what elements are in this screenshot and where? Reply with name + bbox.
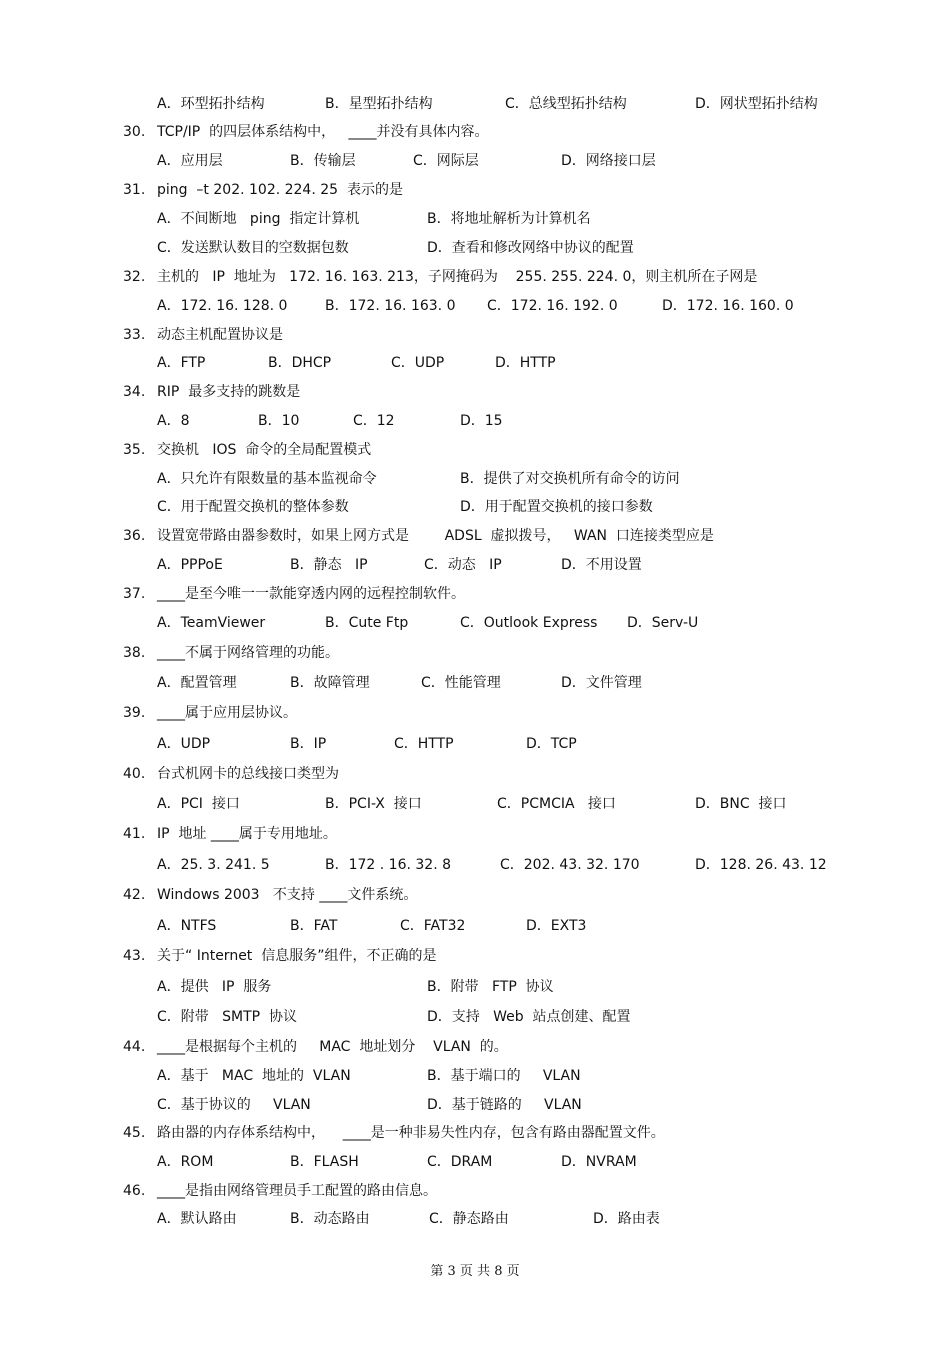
text-line <box>0 855 950 877</box>
answer-option: D．基于链路的 VLAN <box>427 1097 582 1113</box>
question-number: 32. <box>123 269 146 285</box>
question-text: TCP/IP 的四层体系结构中， ____并没有具体内容。 <box>157 124 489 140</box>
answer-option: A．基于 MAC 地址的 VLAN <box>157 1068 351 1084</box>
answer-option: C．202. 43. 32. 170 <box>500 857 640 873</box>
question-number: 46. <box>123 1183 146 1199</box>
answer-option: B．传输层 <box>290 153 356 169</box>
text-line <box>0 673 950 695</box>
text-line <box>0 1095 950 1117</box>
answer-option: D．NVRAM <box>561 1154 637 1170</box>
text-line <box>0 1123 950 1145</box>
text-line <box>0 703 950 725</box>
question-text: RIP 最多支持的跳数是 <box>157 384 301 400</box>
question-number: 42. <box>123 887 146 903</box>
text-line <box>0 94 950 116</box>
answer-option: A．UDP <box>157 736 211 752</box>
page-footer: 第 3 页 共 8 页 <box>430 1264 520 1279</box>
text-line <box>0 977 950 999</box>
question-text: ____是指由网络管理员手工配置的路由信息。 <box>157 1183 437 1199</box>
answer-option: B．Cute Ftp <box>325 615 409 631</box>
question-text: 关于“ Internet 信息服务”组件，不正确的是 <box>157 948 437 964</box>
answer-option: A．PPPoE <box>157 557 223 573</box>
answer-option: D．EXT3 <box>526 918 587 934</box>
text-line <box>0 497 950 519</box>
answer-option: C．172. 16. 192. 0 <box>487 298 618 314</box>
text-line <box>0 440 950 462</box>
answer-option: C．静态路由 <box>429 1211 509 1227</box>
answer-option: A．NTFS <box>157 918 217 934</box>
answer-option: D．网络接口层 <box>561 153 656 169</box>
text-line <box>0 824 950 846</box>
question-number: 34. <box>123 384 146 400</box>
answer-option: B．静态 IP <box>290 557 368 573</box>
question-number: 41. <box>123 826 146 842</box>
question-text: 台式机网卡的总线接口类型为 <box>157 766 339 782</box>
text-line <box>0 1037 950 1059</box>
answer-option: C．12 <box>353 413 395 429</box>
text-line <box>0 734 950 756</box>
answer-option: A．8 <box>157 413 190 429</box>
text-line <box>0 180 950 202</box>
answer-option: C．性能管理 <box>421 675 501 691</box>
answer-option: A．不间断地 ping 指定计算机 <box>157 211 360 227</box>
answer-option: C．动态 IP <box>424 557 502 573</box>
answer-option: B．FAT <box>290 918 338 934</box>
answer-option: B．FLASH <box>290 1154 359 1170</box>
answer-option: D．用于配置交换机的接口参数 <box>460 499 653 515</box>
answer-option: C．DRAM <box>427 1154 493 1170</box>
question-text: ____不属于网络管理的功能。 <box>157 645 339 661</box>
answer-option: D．TCP <box>526 736 577 752</box>
question-number: 31. <box>123 182 146 198</box>
answer-option: B．172. 16. 163. 0 <box>325 298 456 314</box>
text-line <box>0 267 950 289</box>
text-line <box>0 238 950 260</box>
text-line <box>0 555 950 577</box>
answer-option: B．172 . 16. 32. 8 <box>325 857 452 873</box>
text-line <box>0 584 950 606</box>
text-line <box>0 151 950 173</box>
question-number: 44. <box>123 1039 146 1055</box>
answer-option: B．星型拓扑结构 <box>325 96 433 112</box>
answer-option: A．配置管理 <box>157 675 237 691</box>
text-line <box>0 353 950 375</box>
answer-option: A．应用层 <box>157 153 223 169</box>
answer-option: D．网状型拓扑结构 <box>695 96 818 112</box>
answer-option: C．Outlook Express <box>460 615 598 631</box>
answer-option: C．HTTP <box>394 736 454 752</box>
answer-option: B．故障管理 <box>290 675 370 691</box>
answer-option: A．TeamViewer <box>157 615 266 631</box>
text-line <box>0 885 950 907</box>
text-line <box>0 209 950 231</box>
question-text: ____属于应用层协议。 <box>157 705 297 721</box>
question-number: 40. <box>123 766 146 782</box>
text-line <box>0 1066 950 1088</box>
question-number: 30. <box>123 124 146 140</box>
answer-option: C．附带 SMTP 协议 <box>157 1009 297 1025</box>
question-text: IP 地址 ____属于专用地址。 <box>157 826 337 842</box>
text-line <box>0 1152 950 1174</box>
text-line <box>0 1007 950 1029</box>
question-text: 设置宽带路由器参数时，如果上网方式是 ADSL 虚拟拨号， WAN 口连接类型应是 <box>157 528 714 544</box>
text-line <box>0 916 950 938</box>
answer-option: B．PCI-X 接口 <box>325 796 422 812</box>
answer-option: C．用于配置交换机的整体参数 <box>157 499 349 515</box>
answer-option: B．附带 FTP 协议 <box>427 979 554 995</box>
text-line <box>0 411 950 433</box>
answer-option: C．UDP <box>391 355 445 371</box>
question-text: ____是至今唯一一款能穿透内网的远程控制软件。 <box>157 586 465 602</box>
answer-option: A．172. 16. 128. 0 <box>157 298 288 314</box>
answer-option: B．IP <box>290 736 327 752</box>
answer-option: C．FAT32 <box>400 918 466 934</box>
question-number: 39. <box>123 705 146 721</box>
answer-option: C．发送默认数目的空数据包数 <box>157 240 349 256</box>
answer-option: C．总线型拓扑结构 <box>505 96 627 112</box>
answer-option: D．Serv-U <box>627 615 699 631</box>
text-line <box>0 643 950 665</box>
answer-option: D．支持 Web 站点创建、配置 <box>427 1009 631 1025</box>
answer-option: B．动态路由 <box>290 1211 370 1227</box>
question-number: 35. <box>123 442 146 458</box>
answer-option: A．PCI 接口 <box>157 796 240 812</box>
question-number: 37. <box>123 586 146 602</box>
answer-option: C．基于协议的 VLAN <box>157 1097 311 1113</box>
answer-option: C．PCMCIA 接口 <box>497 796 616 812</box>
answer-option: C．网际层 <box>413 153 479 169</box>
answer-option: D．172. 16. 160. 0 <box>662 298 794 314</box>
question-text: ping –t 202. 102. 224. 25 表示的是 <box>157 182 403 198</box>
text-line <box>0 526 950 548</box>
question-text: 路由器的内存体系结构中， ____是一种非易失性内存，包含有路由器配置文件。 <box>157 1125 665 1141</box>
answer-option: D．15 <box>460 413 503 429</box>
answer-option: D．128. 26. 43. 12 <box>695 857 827 873</box>
text-line <box>0 946 950 968</box>
answer-option: B．10 <box>258 413 300 429</box>
question-number: 38. <box>123 645 146 661</box>
text-line <box>0 296 950 318</box>
answer-option: A．提供 IP 服务 <box>157 979 272 995</box>
text-line <box>0 325 950 347</box>
answer-option: A．环型拓扑结构 <box>157 96 265 112</box>
answer-option: B．提供了对交换机所有命令的访问 <box>460 471 680 487</box>
answer-option: D．不用设置 <box>561 557 642 573</box>
question-number: 45. <box>123 1125 146 1141</box>
answer-option: D．路由表 <box>593 1211 660 1227</box>
answer-option: A．ROM <box>157 1154 214 1170</box>
question-number: 36. <box>123 528 146 544</box>
text-line <box>0 794 950 816</box>
answer-option: A．FTP <box>157 355 206 371</box>
text-line <box>0 1209 950 1231</box>
text-line <box>0 1181 950 1203</box>
answer-option: A．只允许有限数量的基本监视命令 <box>157 471 377 487</box>
question-number: 33. <box>123 327 146 343</box>
text-line <box>0 469 950 491</box>
answer-option: D．HTTP <box>495 355 556 371</box>
answer-option: A．25. 3. 241. 5 <box>157 857 270 873</box>
text-line <box>0 613 950 635</box>
question-text: 交换机 IOS 命令的全局配置模式 <box>157 442 372 458</box>
question-text: ____是根据每个主机的 MAC 地址划分 VLAN 的。 <box>157 1039 508 1055</box>
answer-option: B．DHCP <box>268 355 332 371</box>
question-text: 动态主机配置协议是 <box>157 327 283 343</box>
text-line <box>0 122 950 144</box>
text-line <box>0 382 950 404</box>
answer-option: D．查看和修改网络中协议的配置 <box>427 240 634 256</box>
answer-option: A．默认路由 <box>157 1211 237 1227</box>
question-number: 43. <box>123 948 146 964</box>
question-text: Windows 2003 不支持 ____文件系统。 <box>157 887 418 903</box>
question-text: 主机的 IP 地址为 172. 16. 163. 213，子网掩码为 255. 255. 224. 0，则主机所在子网是 <box>157 269 758 285</box>
answer-option: D．文件管理 <box>561 675 642 691</box>
text-line <box>0 764 950 786</box>
answer-option: B．将地址解析为计算机名 <box>427 211 591 227</box>
answer-option: B．基于端口的 VLAN <box>427 1068 581 1084</box>
answer-option: D．BNC 接口 <box>695 796 787 812</box>
